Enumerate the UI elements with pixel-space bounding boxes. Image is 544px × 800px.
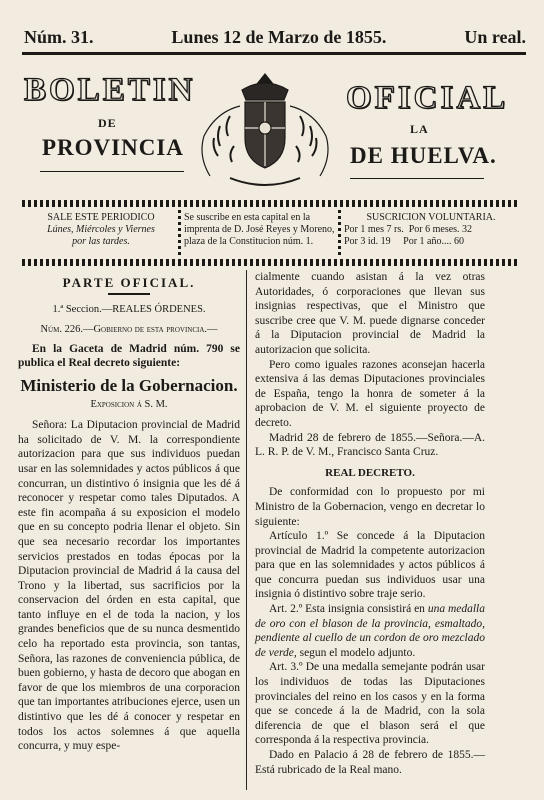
masthead-line (24, 22, 526, 48)
title-de: DE (98, 116, 117, 130)
info-suscribe-1: Se suscribe en esta capital en la (184, 212, 311, 223)
articulo-2-end: segun el modelo adjunto. (296, 646, 416, 659)
real-decreto-heading: REAL DECRETO. (325, 466, 415, 479)
masthead-rule (22, 52, 526, 55)
parte-oficial-heading: PARTE OFICIAL. (62, 275, 196, 290)
info-suscripcion-title: SUSCRICION VOLUNTARIA. (366, 212, 496, 223)
issue-price: Un real. (464, 27, 526, 47)
royal-coat-of-arms-icon (190, 66, 340, 191)
issue-number: Núm. 31. (24, 27, 94, 47)
info-suscribe-2: imprenta de D. José Reyes y Moreno, (184, 224, 335, 235)
decreto-intro: De conformidad con lo propuesto por mi Ministro de la Gobernacion, vengo en decretar lo siguiente: (255, 486, 485, 528)
exposicion-body: Señora: La Diputacion provincial de Madrid ha solicitado de V. M. la correspondiente autorizacion para que sus individuos puedan usar en las solemnidades y actos públicos á que concurran, un distintivo ó insignia que les dé á reconocer y respetar como tales Diputados. A este fin acompaña á su exposicion el modelo que en su concepto podria llenar el objeto. Sin que sea necesario recordar los importantes servicios prestados en todas épocas por la Diputacion provincial de Madrid á la causa del Trono y la libertad, sus sacrificios por la conservacion del órden en esta capital, que tanto influye en el de toda la nacion, y los grandes beneficios que de su nunca desmentido celo ha reportado esta provincia, son tantas, Señora, las razones de conveniencia pública, de buen gobierno, y hasta de decoro que abogan en favor de que los miembros de una corporacion que tan importantes atribuciones ejerce, usen un distintivo que les dé á conocer y respetar en todos los actos solemnes á que aquella concurra, y muy espe- (18, 419, 240, 753)
continuation-paragraph: cialmente cuando asistan á la vez otras Autoridades, ó corporaciones que llevan sus insignias respectivas, que el Ministro que suscribe cree que V. M. puede dignarse conceder á la Diputacion provincial de Madrid la autorizacion que solicita. (255, 271, 485, 356)
info-suscribe-3: plaza de la Constitucion núm. 1. (184, 236, 314, 247)
dado-en-palacio: Dado en Palacio á 28 de febrero de 1855.—Está rubricado de la Real mano. (255, 749, 485, 776)
right-column (255, 270, 485, 777)
box-separator-2 (338, 210, 341, 256)
signature-paragraph: Madrid 28 de febrero de 1855.—Señora.—A. L. R. P. de V. M., Francisco Santa Cruz. (255, 431, 485, 459)
title-provincia: PROVINCIA (42, 135, 184, 160)
column-divider (246, 270, 247, 790)
gaceta-line: En la Gaceta de Madrid núm. 790 se publica el Real decreto siguiente: (18, 342, 240, 370)
articulo-2 (255, 602, 485, 660)
box-bottom-border (22, 259, 518, 266)
articulo-2-start: Art. 2.º Esta insignia consistirá en (269, 603, 428, 616)
title-underline-right (350, 178, 484, 179)
title-oficial: OFICIAL (346, 80, 509, 116)
title-underline-left (40, 171, 184, 172)
title-boletin: BOLETIN (24, 72, 196, 108)
parte-oficial-rule (108, 293, 150, 295)
issue-date: Lunes 12 de Marzo de 1855. (171, 27, 387, 47)
ministerio-heading: Ministerio de la Gobernacion. (20, 375, 238, 395)
info-box (26, 208, 518, 258)
title-de-huelva: DE HUELVA. (350, 143, 497, 168)
left-column (18, 270, 240, 754)
articulo-1: Artículo 1.º Se concede á la Diputacion provincial de Madrid la competente autorizacion para que en las solemnidades y actos públicos á que concurra puedan sus individuos usar una insignia ó distintivo sobre traje serio. (255, 530, 485, 601)
seccion-heading: 1.ª Seccion.—REALES ÓRDENES. (52, 303, 206, 315)
articulo-2-italic: una medalla de oro con el blason de la provincia, esmaltado, pendiente al cuello de un cordon de oro mezclado de verde, (255, 603, 485, 659)
box-top-border (22, 200, 518, 207)
info-dias: Lúnes, Miércoles y Viernes (47, 224, 155, 235)
numero-line: Núm. 226.—Gobierno de esta provincia.— (40, 324, 218, 336)
title-la: LA (410, 122, 429, 136)
info-precios-2: Por 3 id. 19 Por 1 año.... 60 (344, 236, 464, 247)
second-paragraph: Pero como iguales razones aconsejan hacerla extensiva á las demas Diputaciones provinciales de España, tengo la honra de someter á la aprobacion de V. M. el siguiente proyecto de decreto. (255, 358, 485, 429)
box-separator-1 (178, 210, 181, 256)
info-precios-1: Por 1 mes 7 rs. Por 6 meses. 32 (344, 224, 473, 235)
articulo-3: Art. 3.º De una medalla semejante podrán usar los individuos de todas las Diputaciones provinciales del reino en los casos y en la forma que se concede á la de Madrid, con la sola diferencia de que el blason será el que corresponda á la respectiva provincia. (255, 661, 485, 747)
info-tardes: por las tardes. (72, 236, 130, 247)
info-sale: SALE ESTE PERIODICO (47, 212, 155, 223)
exposicion-heading: Exposicion á S. M. (90, 398, 168, 410)
